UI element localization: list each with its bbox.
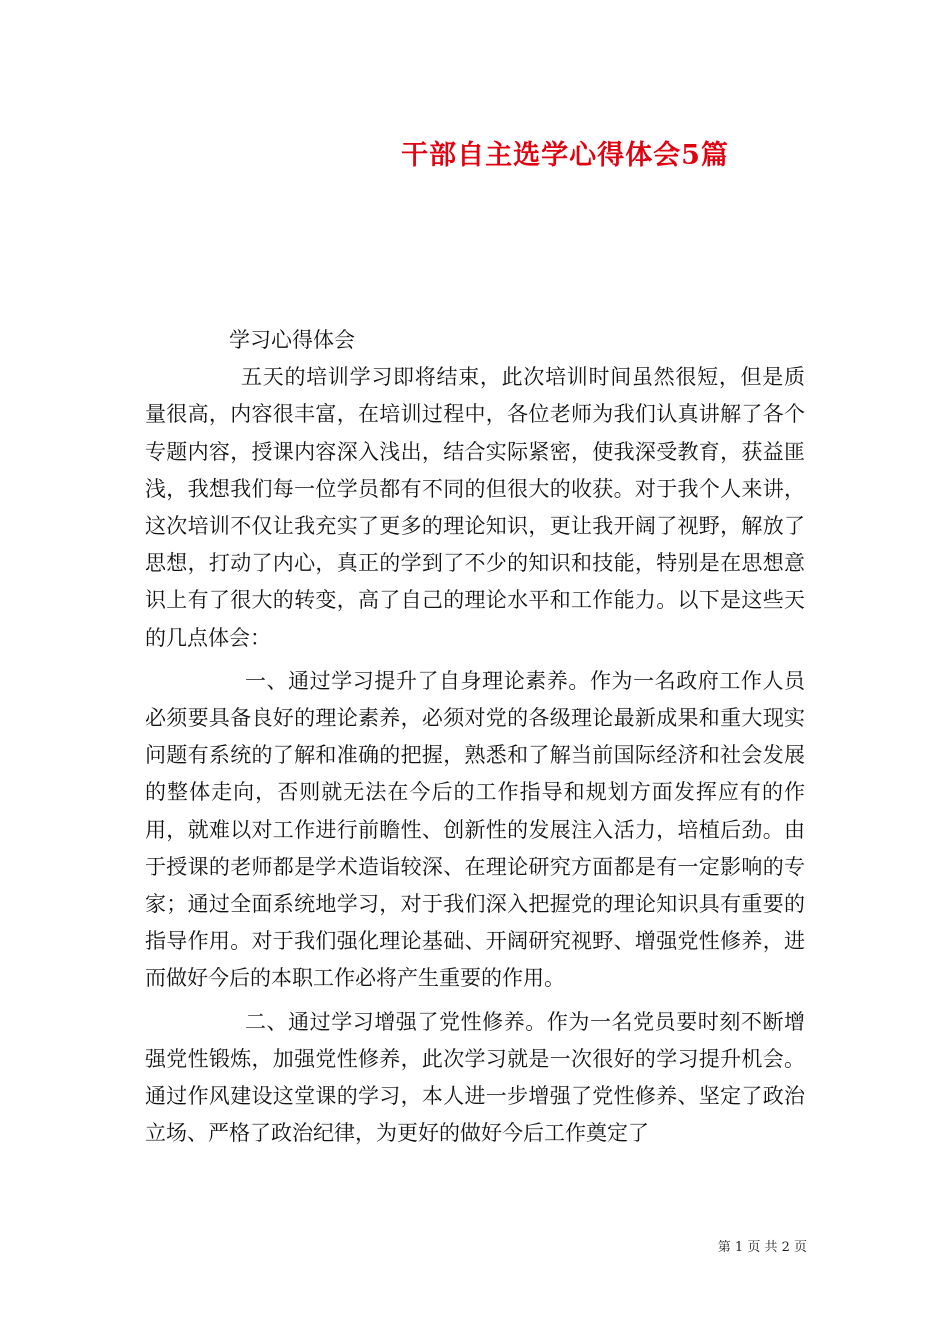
section-heading: 学习心得体会 [229, 328, 355, 352]
paragraph: 二、通过学习增强了党性修养。作为一名党员要时刻不断增强党性锻炼，加强党性修养，此次学习就是一次很好的学习提升机会。通过作风建设这堂课的学习，本人进一步增强了党性修养、坚定了政治立场、严格了政治纪律，为更好的做好今后工作奠定了 [145, 1009, 805, 1146]
paragraph: 五天的培训学习即将结束，此次培训时间虽然很短，但是质量很高，内容很丰富，在培训过程中，各位老师为我们认真讲解了各个专题内容，授课内容深入浅出，结合实际紧密，使我深受教育，获益匪浅，我想我们每一位学员都有不同的但很大的收获。对于我个人来讲，这次培训不仅让我充实了更多的理论知识，更让我开阔了视野，解放了思想，打动了内心，真正的学到了不少的知识和技能，特别是在思想意识上有了很大的转变，高了自己的理论水平和工作能力。以下是这些天的几点体会： [145, 365, 805, 650]
page-number: 第 1 页 共 2 页 [717, 1240, 807, 1255]
document-title: 干部自主选学心得体会5篇 [401, 140, 729, 171]
paragraph: 一、通过学习提升了自身理论素养。作为一名政府工作人员必须要具备良好的理论素养，必须对党的各级理论最新成果和重大现实问题有系统的了解和准确的把握，熟悉和了解当前国际经济和社会发展的整体走向，否则就无法在今后的工作指导和规划方面发挥应有的作用，就难以对工作进行前瞻性、创新性的发展注入活力，培植后劲。由于授课的老师都是学术造诣较深、在理论研究方面都是有一定影响的专家；通过全面系统地学习，对于我们深入把握党的理论知识具有重要的指导作用。对于我们强化理论基础、开阔研究视野、增强党性修养，进而做好今后的本职工作必将产生重要的作用。 [145, 668, 805, 991]
document-body [145, 322, 805, 1152]
